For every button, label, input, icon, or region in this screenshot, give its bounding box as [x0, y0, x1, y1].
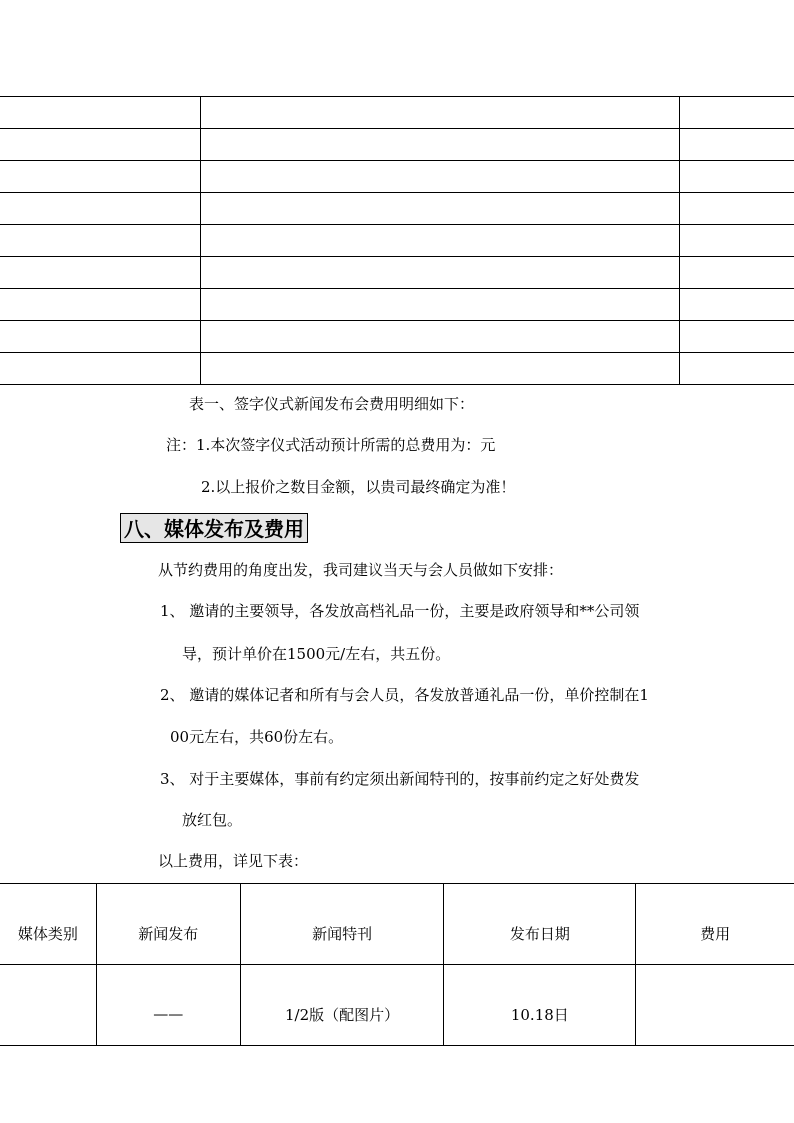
- list-item-3-line-1: 3、 对于主要媒体，事前有约定须出新闻特刊的，按事前约定之好处费发: [160, 770, 640, 788]
- expense-detail-table: [0, 96, 794, 385]
- table-cell: [0, 353, 200, 385]
- cell-release-date: 10.18日: [444, 965, 636, 1046]
- table-cell: [680, 353, 794, 385]
- list-item-1-line-1: 1、 邀请的主要领导，各发放高档礼品一份，主要是政府领导和**公司领: [160, 602, 640, 620]
- table-cell: [0, 161, 200, 193]
- list-item-1-line-2: 导，预计单价在1500元/左右，共五份。: [182, 645, 451, 663]
- table-row: [0, 321, 794, 353]
- table-cell: [0, 257, 200, 289]
- table-cell: [680, 193, 794, 225]
- table-caption: 表一、签字仪式新闻发布会费用明细如下：: [189, 395, 475, 413]
- list-item-2-line-1: 2、 邀请的媒体记者和所有与会人员，各发放普通礼品一份，单价控制在1: [160, 686, 649, 704]
- table-row: [0, 353, 794, 385]
- table-header-row: [0, 884, 794, 965]
- table-cell: [680, 161, 794, 193]
- table-cell: [200, 321, 679, 353]
- cell-cost: [636, 965, 794, 1046]
- table-cell: [200, 193, 679, 225]
- table-cell: [200, 225, 679, 257]
- quote-note: 2.以上报价之数目金额，以贵司最终确定为准！: [201, 478, 516, 496]
- table-cell: [0, 129, 200, 161]
- cell-media-type: [0, 965, 96, 1046]
- media-cost-table: [0, 883, 794, 1046]
- table-row: [0, 129, 794, 161]
- table-cell: [680, 129, 794, 161]
- table-cell: [200, 161, 679, 193]
- cell-special-issue: 1/2版（配图片）: [240, 965, 444, 1046]
- table-row: [0, 289, 794, 321]
- cell-news-release: ——: [96, 965, 240, 1046]
- list-item-2-line-2: 00元左右，共60份左右。: [170, 728, 344, 746]
- table-cell: [200, 289, 679, 321]
- table-cell: [200, 97, 679, 129]
- table-row: [0, 193, 794, 225]
- table-row: [0, 225, 794, 257]
- header-news-release: 新闻发布: [96, 884, 240, 965]
- total-cost-note: 注：1.本次签字仪式活动预计所需的总费用为：元: [166, 436, 496, 454]
- table-cell: [0, 225, 200, 257]
- list-item-3-line-2: 放红包。: [182, 811, 243, 829]
- table-cell: [680, 289, 794, 321]
- table-cell: [0, 289, 200, 321]
- table-intro: 以上费用，详见下表：: [158, 852, 309, 870]
- table-cell: [200, 353, 679, 385]
- table-cell: [200, 129, 679, 161]
- table-row: [0, 257, 794, 289]
- section-intro: 从节约费用的角度出发，我司建议当天与会人员做如下安排：: [158, 561, 564, 579]
- header-release-date: 发布日期: [444, 884, 636, 965]
- section-heading: 八、媒体发布及费用: [120, 513, 308, 543]
- table-cell: [200, 257, 679, 289]
- table-row: [0, 965, 794, 1046]
- table-cell: [680, 225, 794, 257]
- table-cell: [0, 193, 200, 225]
- header-media-type: 媒体类别: [0, 884, 96, 965]
- table-row: [0, 161, 794, 193]
- header-special-issue: 新闻特刊: [240, 884, 444, 965]
- table-cell: [0, 321, 200, 353]
- table-cell: [680, 97, 794, 129]
- table-cell: [0, 97, 200, 129]
- table-cell: [680, 257, 794, 289]
- table-row: [0, 97, 794, 129]
- header-cost: 费用: [636, 884, 794, 965]
- table-cell: [680, 321, 794, 353]
